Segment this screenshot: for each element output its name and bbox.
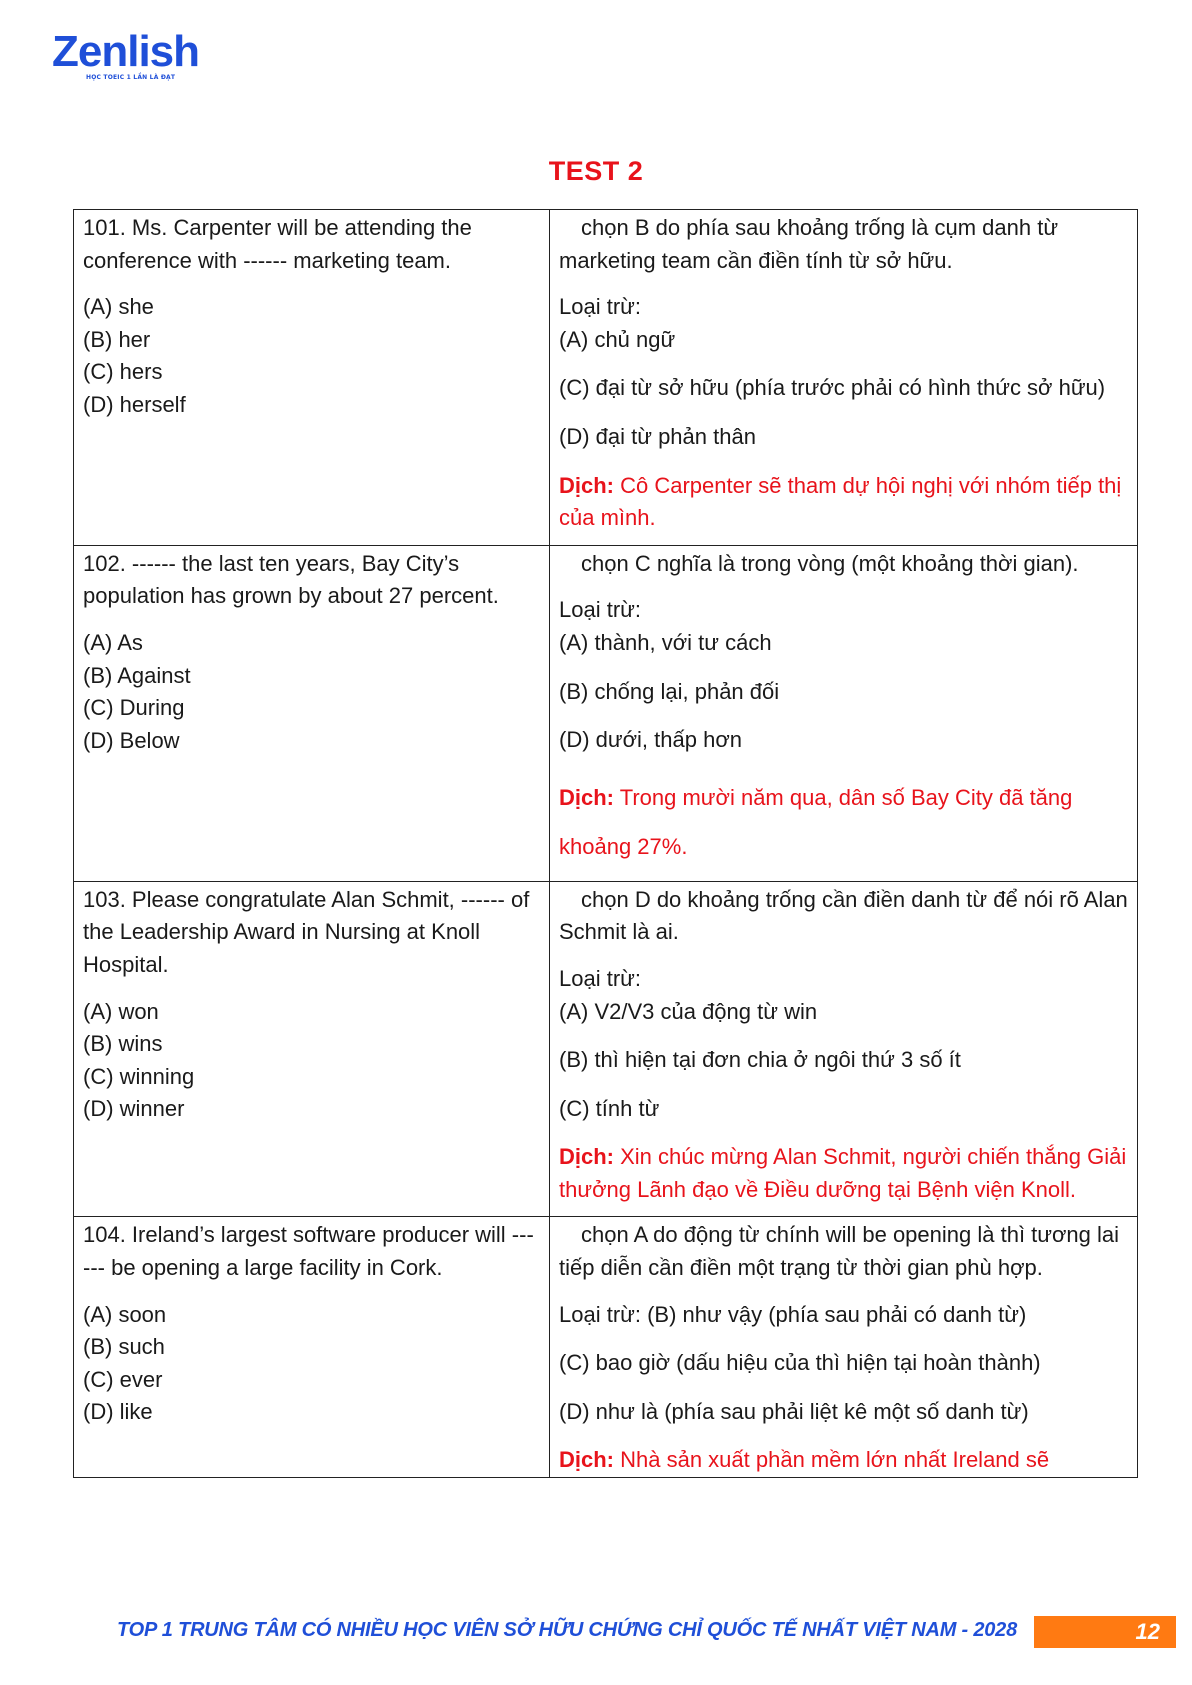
elimination-item: (A) thành, với tư cách xyxy=(559,629,772,655)
translation-text: Cô Carpenter sẽ tham dự hội nghị với nhóm tiếp thị của mình. xyxy=(559,472,1122,531)
answer-explanation: chọn D do khoảng trống cần điền danh từ để nói rõ Alan Schmit là ai. xyxy=(559,886,1128,945)
translation xyxy=(559,470,1131,535)
question-stem: 102. ------ the last ten years, Bay City’s population has grown by about 27 percent. xyxy=(83,550,499,609)
elimination-item: (C) tính từ xyxy=(559,1095,660,1121)
choice-c: (C) winning xyxy=(83,1063,195,1089)
translation-text: Trong mười năm qua, dân số Bay City đã tăng khoảng 27%. xyxy=(559,784,1073,859)
choice-d: (D) herself xyxy=(83,391,186,417)
choice-a: (A) she xyxy=(83,294,154,320)
brand-logo xyxy=(52,28,212,88)
elimination-item-text: (B) như vậy (phía sau phải có danh từ) xyxy=(640,1301,1027,1327)
choice-c: (C) hers xyxy=(83,359,163,385)
elimination-item: (B) thì hiện tại đơn chia ở ngôi thứ 3 số ít xyxy=(559,1047,961,1073)
translation-text: Xin chúc mừng Alan Schmit, người chiến thắng Giải thưởng Lãnh đạo về Điều dưỡng tại Bệnh viện Knoll. xyxy=(559,1144,1127,1202)
elimination-label: Loại trừ: xyxy=(559,597,641,623)
translation xyxy=(559,1444,1131,1477)
choice-b: (B) her xyxy=(83,326,151,352)
translation-label: Dịch: xyxy=(559,1447,614,1473)
answer-cell xyxy=(550,881,1138,1217)
choice-d: (D) Below xyxy=(83,727,180,753)
answer-explanation: chọn C nghĩa là trong vòng (một khoảng thời gian). xyxy=(581,550,1079,576)
page-number-badge: 12 xyxy=(1034,1616,1176,1648)
answer-cell xyxy=(550,1217,1138,1478)
elimination-item: (A) chủ ngữ xyxy=(559,326,676,352)
choice-c: (C) During xyxy=(83,695,185,721)
question-table xyxy=(73,209,1138,1478)
elimination-label: Loại trừ: xyxy=(559,965,641,991)
answer-explanation: chọn A do động từ chính will be opening là thì tương lai tiếp diễn cần điền một trạng từ thời gian phù hợp. xyxy=(559,1222,1120,1281)
choice-a: (A) won xyxy=(83,998,159,1024)
elimination-label: Loại trừ: xyxy=(559,1301,641,1327)
translation-text: Nhà sản xuất phần mềm lớn nhất Ireland sẽ xyxy=(614,1447,1050,1473)
choice-b: (B) Against xyxy=(83,662,191,688)
question-stem: 101. Ms. Carpenter will be attending the conference with ------ marketing team. xyxy=(83,215,472,273)
elimination-item: (D) đại từ phản thân xyxy=(559,423,756,449)
question-cell xyxy=(74,545,550,881)
brand-name: Zenlish xyxy=(52,27,200,76)
elimination-item: (D) dưới, thấp hơn xyxy=(559,727,742,753)
question-cell xyxy=(74,210,550,546)
brand-tagline: HỌC TOEIC 1 LẦN LÀ ĐẠT xyxy=(86,74,176,81)
answer-explanation: chọn B do phía sau khoảng trống là cụm danh từ marketing team cần điền tính từ sở hữu. xyxy=(559,215,1059,273)
answer-cell xyxy=(550,545,1138,881)
elimination-item: (A) V2/V3 của động từ win xyxy=(559,998,818,1024)
translation-label: Dịch: xyxy=(559,1144,614,1170)
choice-d: (D) like xyxy=(83,1399,153,1425)
choice-d: (D) winner xyxy=(83,1096,185,1122)
translation-label: Dịch: xyxy=(559,472,614,498)
table-row xyxy=(74,1217,1138,1478)
elimination-item: (D) như là (phía sau phải liệt kê một số danh từ) xyxy=(559,1398,1029,1424)
question-cell xyxy=(74,1217,550,1478)
page-title: TEST 2 xyxy=(548,156,644,186)
translation-label: Dịch: xyxy=(559,784,614,810)
question-stem: 104. Ireland’s largest software producer will ------ be opening a large facility in Cork. xyxy=(83,1222,534,1281)
choice-a: (A) soon xyxy=(83,1301,167,1327)
elimination-item: (C) đại từ sở hữu (phía trước phải có hình thức sở hữu) xyxy=(559,375,1106,401)
elimination-item: (B) chống lại, phản đối xyxy=(559,678,780,704)
footer-slogan: TOP 1 TRUNG TÂM CÓ NHIỀU HỌC VIÊN SỞ HỮU CHỨNG CHỈ QUỐC TẾ NHẤT VIỆT NAM - 2028 xyxy=(117,1619,1018,1641)
elimination-label: Loại trừ: xyxy=(559,294,641,320)
table-row xyxy=(74,881,1138,1217)
elimination-item xyxy=(559,1299,1131,1332)
translation xyxy=(559,1141,1131,1206)
translation xyxy=(559,773,1131,871)
question-cell xyxy=(74,881,550,1217)
choice-a: (A) As xyxy=(83,629,143,655)
elimination-item: (C) bao giờ (dấu hiệu của thì hiện tại hoàn thành) xyxy=(559,1350,1041,1376)
choice-c: (C) ever xyxy=(83,1366,163,1392)
table-row xyxy=(74,545,1138,881)
question-stem: 103. Please congratulate Alan Schmit, ------ of the Leadership Award in Nursing at Knoll Hospital. xyxy=(83,886,530,977)
choice-b: (B) wins xyxy=(83,1031,163,1057)
table-row xyxy=(74,210,1138,546)
choice-b: (B) such xyxy=(83,1334,165,1360)
answer-cell xyxy=(550,210,1138,546)
